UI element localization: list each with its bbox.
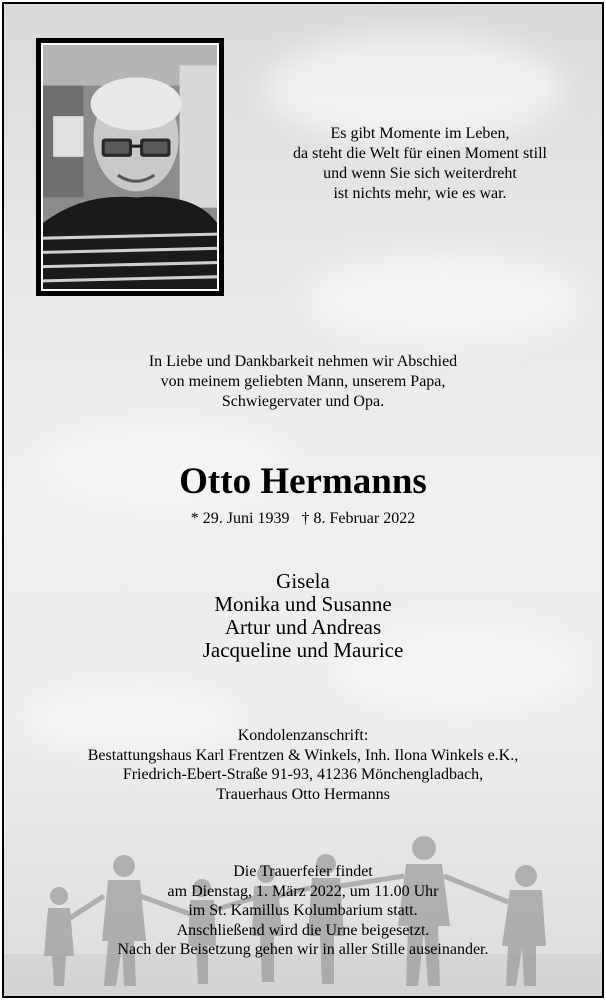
mourner-line: Monika und Susanne xyxy=(214,592,392,616)
funeral-service-info xyxy=(4,862,602,960)
mourner-line: Jacqueline und Maurice xyxy=(202,638,404,662)
service-line: am Dienstag, 1. März 2022, um 11.00 Uhr xyxy=(167,882,439,900)
address-line: Trauerhaus Otto Hermanns xyxy=(216,785,390,803)
life-dates: * 29. Juni 1939 † 8. Februar 2022 xyxy=(190,510,416,527)
deceased-name: Otto Hermanns xyxy=(179,461,427,502)
service-line: Anschließend wird die Urne beigesetzt. xyxy=(176,921,430,939)
intro-line: Schwiegervater und Opa. xyxy=(221,393,385,410)
condolence-address xyxy=(4,726,602,804)
intro-line: von meinem geliebten Mann, unserem Papa, xyxy=(160,373,446,390)
service-line: Die Trauerfeier findet xyxy=(233,863,373,880)
portrait-photo xyxy=(43,45,217,289)
service-line: Nach der Beisetzung gehen wir in aller Stille auseinander. xyxy=(117,941,489,958)
obituary-card xyxy=(2,2,604,998)
address-line: Friedrich-Ebert-Straße 91-93, 41236 Mönchengladbach, xyxy=(122,766,484,783)
mourner-line: Gisela xyxy=(276,569,330,593)
address-line: Bestattungshaus Karl Frentzen & Winkels, Inh. Ilona Winkels e.K., xyxy=(87,746,519,764)
poem-line: ist nichts mehr, wie es war. xyxy=(333,185,507,202)
mourner-line: Artur und Andreas xyxy=(224,615,382,639)
poem-line: und wenn Sie sich weiterdreht xyxy=(323,165,517,182)
poem-line: da steht die Welt für einen Moment still xyxy=(293,145,547,162)
poem-line: Es gibt Momente im Leben, xyxy=(330,125,510,142)
portrait-frame xyxy=(36,38,224,296)
portrait-image xyxy=(43,45,217,289)
portrait-mat xyxy=(41,43,219,291)
intro-line: In Liebe und Dankbarkeit nehmen wir Abschied xyxy=(148,353,458,370)
poem xyxy=(250,124,590,204)
cloud-bg xyxy=(304,254,584,344)
mourners-list xyxy=(4,570,602,662)
service-line: im St. Kamillus Kolumbarium statt. xyxy=(188,902,418,919)
address-line: Kondolenzanschrift: xyxy=(237,727,369,744)
farewell-intro xyxy=(4,352,602,412)
